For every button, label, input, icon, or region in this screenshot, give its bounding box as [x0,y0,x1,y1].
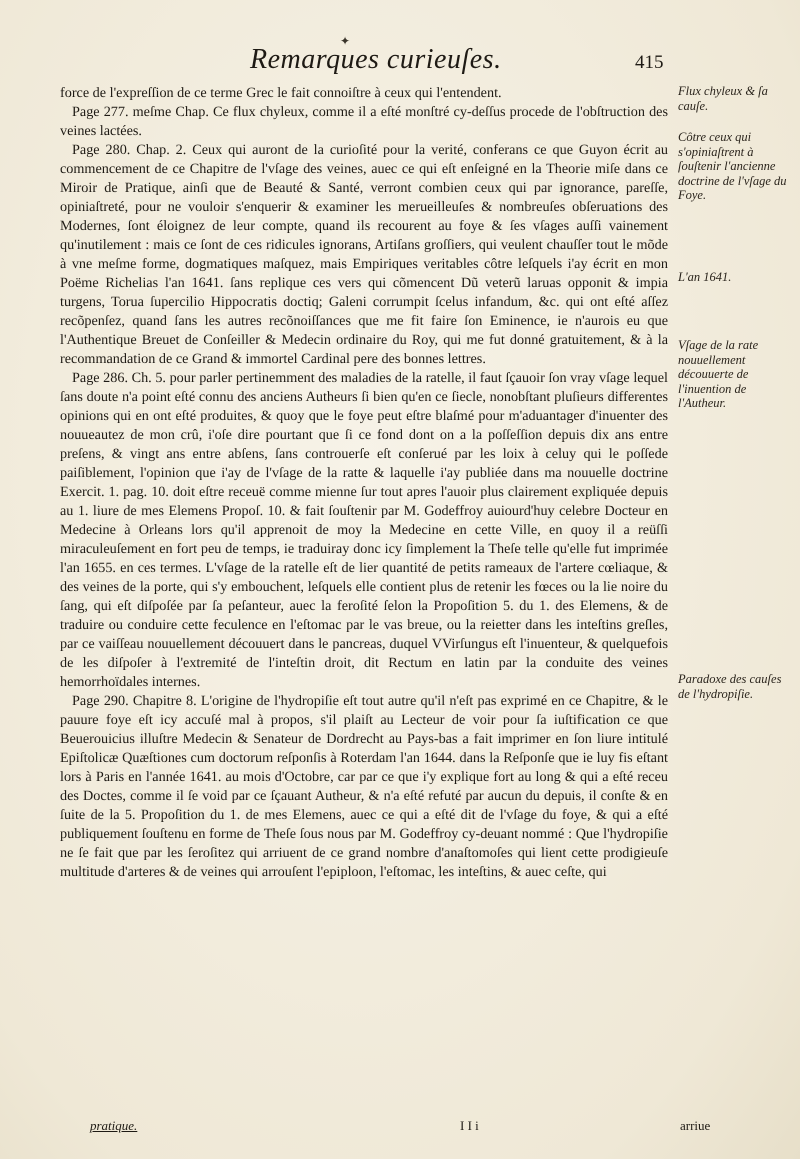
page-header [0,34,800,80]
margin-note: Paradoxe des cauſes de l'hydropiſie. [678,672,782,701]
paragraph: Page 286. Ch. 5. pour parler pertinemment des maladies de la ratelle, il faut ſçauoir ſon vray vſage lequel ſans doute n'a point eſté connu des anciens Autheurs ſi bien qu'en ce ſiecle, nonobſtant pluſieurs differentes opinions qui en ont eſté produites, & quoy que le foye peut eſtre blaſmé pour m'aduantager d'inuenter des nouueautez de mon crû, i'oſe dire pourtant que ſi ce fond dont on a la poſſeſſion depuis dix ans entre preſens, & vingt ans entre abſens, ſans controuerſe eſt conſerué par les loix à celuy qui le poſſede paiſiblement, l'opinion que i'ay de l'vſage de la ratte & laquelle i'ay publiée dans ma nouuelle doctrine Exercit. 1. pag. 10. doit eſtre receuë comme mienne ſur tout apres l'auoir plus clairement expliquée depuis au 1. liure de mes Elemens Propoſ. 10. & fait ſouſtenir par M. Godeffroy auiourd'huy celebre Docteur en Medecine à Orleans lors qu'il apprenoit de moy la Medecine en cette Ville, en quoy il a reüſſi miraculeuſement en fort peu de temps, ie traduiray donc icy ſimplement la Theſe telle qu'elle fut imprimée l'an 1655. en ces termes. L'vſage de la ratelle eſt de lier quantité de petits rameaux de l'artere cœliaque, & des veines de la porte, qui s'y embouchent, leſquels elle contient plus de retenir les fœces ou la lie noire du ſang, qui eſt diſpoſée par ſa peſanteur, auec la feroſité ſelon la Propoſition 5. du 1. des Elemens, & de traduire ou conduire cette feculence en l'eſtomac par le vas breue, ou la reietter dans les inteſtins greſles, par ce vaiſſeau nouuellement découuert dans le pancreas, duquel VVirſungus eſt l'inuenteur, & quelquefois de les diſpoſer à l'extremité de l'inteſtin droit, dit Rectum en latin par la conduite des veines hemorrhoïdales internes. [60,370,668,690]
running-title: Remarques curieuſes. [250,44,502,75]
margin-note: L'an 1641. [678,270,732,284]
ornament-icon: ✦ [340,34,351,48]
catchword-left: pratique. [90,1118,138,1133]
main-text [60,84,668,882]
signature-mark: I I i [460,1118,479,1133]
page-number: 415 [635,52,664,73]
paragraph: Page 280. Chap. 2. Ceux qui auront de la curioſité pour la verité, conferans ce que Guyon écrit au commencement de ce Chapitre de l'vſage des veines, auec ce qui eſt enſeigné en la Theorie miſe dans ce Miroir de Pratique, ainſi que de Beauté & Santé, verront combien ceux qui par ignorance, pareſſe, opiniaſtreté, pour ne vouloir s'enquerir & examiner les merueilleuſes & nombreuſes obſeruations des Modernes, ſont éloignez de leur compte, quand ils recourent au foye & ſes vſages auſſi vainement qu'inutilement : mais ce ſont de ces ridicules ignorans, Artiſans groſſiers, qui veulent chauſſer tout le mõde à vne meſme forme, dogmatiques maſquez, mais Empiriques veritables côtre leſquels i'ay écrit en mon Poëme Richelias l'an 1641. ſans replique ces vers qui cõmencent Dũ veterũ laruas opponit & impia turgens, Torua ſupercilio Hippocratis doctiq; Galeni corrumpit ſcelus infandum, &c. qui ont eſté aſſez recõpenſez, quand ſans les autres recõnoiſſances que me fit faire ſon Eminence, ie n'aurois eu que l'Authentique Breuet de Conſeiller & Medecin ordinaire du Roy, qui me fut donné gratuitement, & à la recommandation de ce Grand & immortel Cardinal pere des bonnes lettres. [60,142,668,367]
margin-note: Côtre ceux qui s'opiniaſtrent à ſouſtenir l'ancienne doctrine de l'vſage du Foye. [678,130,787,202]
catchword: arriue [680,1118,711,1133]
paragraph: force de l'expreſſion de ce terme Grec le fait connoiſtre à ceux qui l'entendent. [60,85,502,101]
margin-note: Flux chyleux & ſa cauſe. [678,84,768,113]
margin-note: Vſage de la rate nouuellement découuerte de l'inuention de l'Autheur. [678,338,759,410]
paragraph: Page 290. Chapitre 8. L'origine de l'hydropiſie eſt tout autre qu'il n'eſt pas exprimé en ce Chapitre, & le pauure foye eſt icy accuſé mal à propos, s'il plaiſt au Lecteur de voir pour ſa iuſtification ce que Beuerouicius illuſtre Medecin & Senateur de Dordrecht au Pays-bas a fait imprimer en ſon liure intitulé Epiſtolicæ Quæſtiones cum doctorum reſponſis à Roterdam l'an 1644. dans la Reſponſe que ie luy fis eſtant lors à Paris en l'année 1641. au mois d'Octobre, car par ce que i'y explique fort au long & qui a eſté receu des Doctes, comme il ſe void par ce ſçauant Autheur, & n'a eſté refuté par aucun du depuis, il conſte & en ſuite de la 5. Propoſition du 1. de mes Elemens, auec ce qui a eſté dit de l'vſage du foye, & qui a eſté publiquement ſouſtenu en forme de Theſe ſous nous par M. Godeffroy cy-deuant nommé : Que l'hydropiſie ne ſe fait que par les ſeroſitez qui arriuent de ce grand nombre d'anaſtomoſes qui lient cette prodigieuſe multitude d'arteres & de veines qui arrouſent l'epiploon, l'eſtomac, les inteſtins, & auec ceſte, qui [60,693,668,880]
page-footer [60,1118,740,1138]
paragraph: Page 277. meſme Chap. Ce flux chyleux, comme il a eſté monſtré cy-deſſus procede de l'obſtruction des veines lactées. [60,104,668,139]
